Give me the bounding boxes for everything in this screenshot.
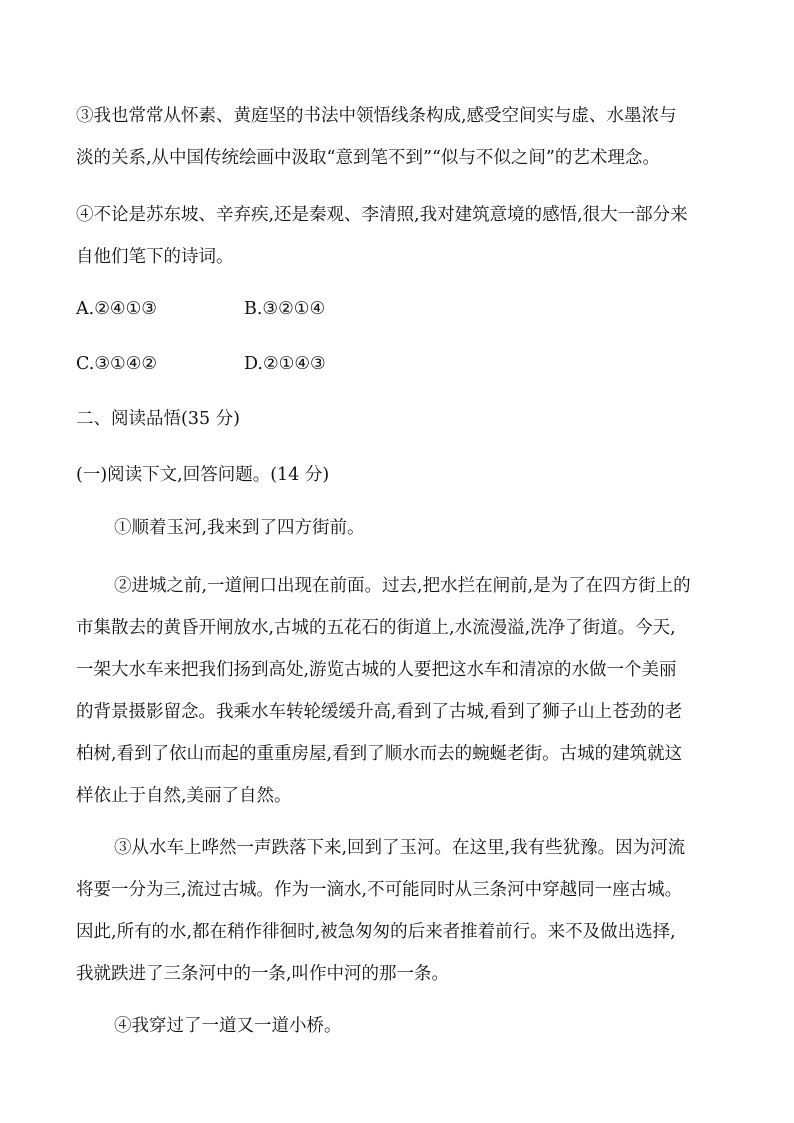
passage-paragraph-2-line: 样依止于自然,美丽了自然。 [76,786,292,806]
passage-paragraph-3-line: ③从水车上哗然一声跌落下来,回到了玉河。在这里,我有些犹豫。因为河流 [114,838,686,858]
option-d: D.②①④③ [244,354,326,374]
option-b: B.③②①④ [244,299,326,319]
passage-paragraph-2-line: 一架大水车来把我们扬到高处,游览古城的人要把这水车和清凉的水做一个美丽 [76,660,677,680]
passage-paragraph-4: ④我穿过了一道又一道小桥。 [114,1016,342,1036]
passage-paragraph-3-line: 将要一分为三,流过古城。作为一滴水,不可能同时从三条河中穿越同一座古城。 [76,880,683,900]
passage-paragraph-3-line: 我就跌进了三条河中的一条,叫作中河的那一条。 [76,964,450,984]
question-item-3-line-2: 淡的关系,从中国传统绘画中汲取“意到笔不到”“似与不似之间”的艺术理念。 [76,148,660,168]
question-item-3-line-1: ③我也常常从怀素、黄庭坚的书法中领悟线条构成,感受空间实与虚、水墨浓与 [76,106,677,126]
passage-paragraph-2-line: ②进城之前,一道闸口出现在前面。过去,把水拦在闸前,是为了在四方街上的 [114,576,691,596]
passage-paragraph-1: ①顺着玉河,我来到了四方街前。 [114,518,365,538]
section-title: 二、阅读品悟(35 分) [76,409,240,429]
passage-paragraph-2-line: 市集散去的黄昏开闸放水,古城的五花石的街道上,水流漫溢,洗净了街道。今天, [76,618,676,638]
subsection-title: (一)阅读下文,回答问题。(14 分) [76,465,330,485]
question-item-4-line-1: ④不论是苏东坡、辛弃疾,还是秦观、李清照,我对建筑意境的感悟,很大一部分来 [76,205,688,225]
option-a: A.②④①③ [76,299,157,319]
option-c: C.③①④② [76,354,158,374]
question-item-4-line-2: 自他们笔下的诗词。 [76,247,234,267]
passage-paragraph-3-line: 因此,所有的水,都在稍作徘徊时,被急匆匆的后来者推着前行。来不及做出选择, [76,922,676,942]
passage-paragraph-2-line: 柏树,看到了依山而起的重重房屋,看到了顺水而去的蜿蜒老街。古城的建筑就这 [76,744,683,764]
passage-paragraph-2-line: 的背景摄影留念。我乘水车转轮缓缓升高,看到了古城,看到了狮子山上苍劲的老 [76,702,683,722]
